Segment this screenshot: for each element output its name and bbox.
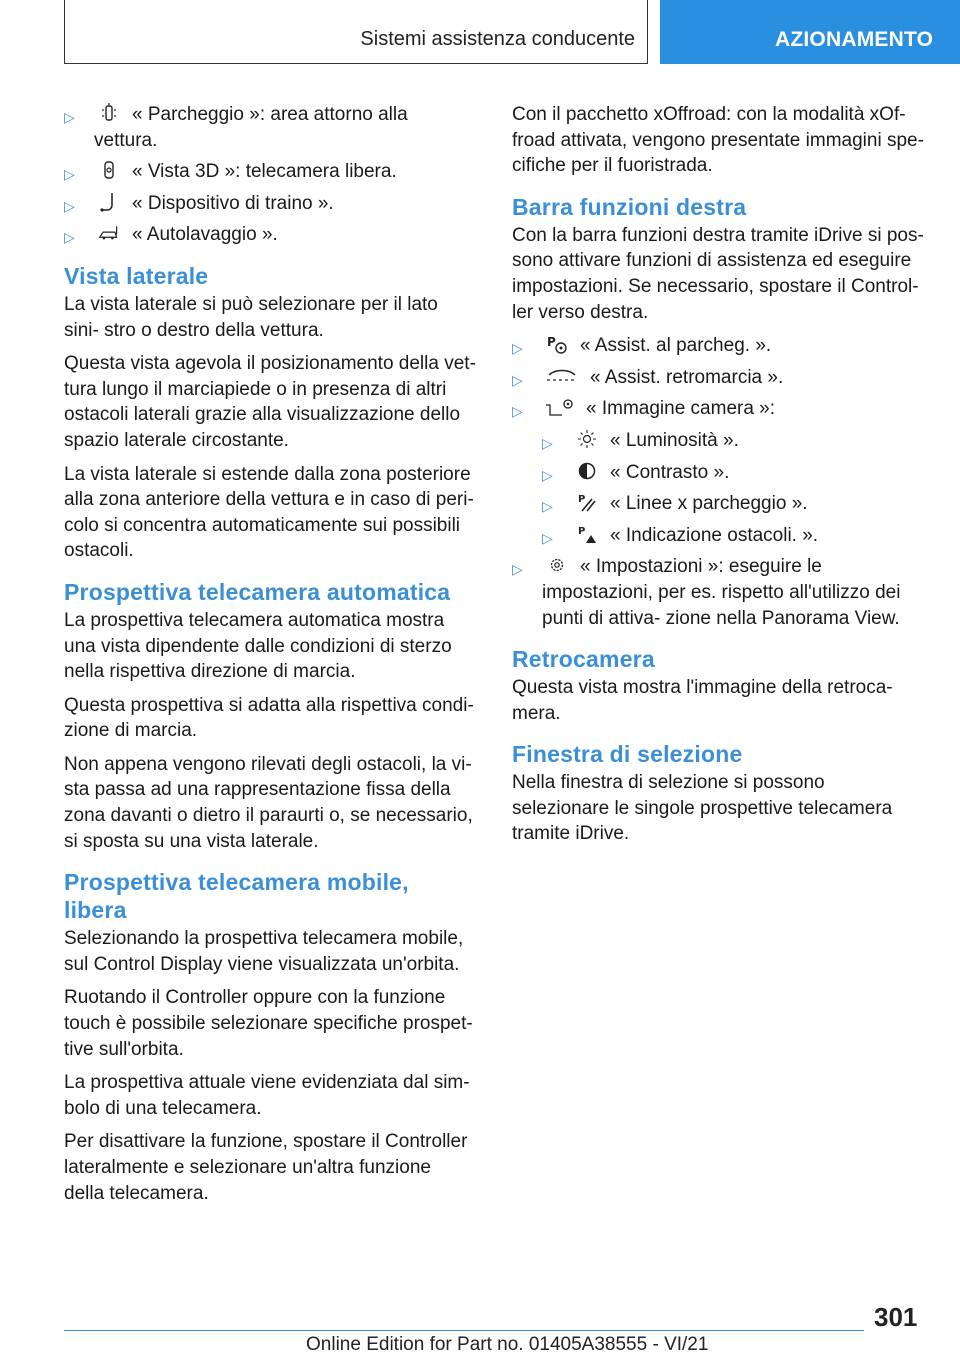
list-item <box>542 460 924 486</box>
parking-lines-icon <box>572 492 602 512</box>
obstacle-marking-icon <box>572 524 602 544</box>
list-item-text: « Impostazioni »: eseguire le impostazioni, per es. rispetto all'utilizzo dei punti di attiva- zione nella Panorama View. <box>542 556 901 629</box>
list-item-text: « Parcheggio »: area attorno alla vettura. <box>94 104 408 151</box>
list-item-text: « Immagine camera »: <box>586 398 776 420</box>
header-chapter-title: AZIONAMENTO <box>775 28 934 51</box>
paragraph: Non appena vengono rilevati degli ostacoli, la vi- sta passa ad una rappresentazione fissa della zona davanti o dietro il paraurti o, se necessario, si sposta su una vista laterale. <box>64 753 473 852</box>
list-item <box>64 191 476 217</box>
list-item-text: « Autolavaggio ». <box>132 224 278 246</box>
paragraph: Questa vista mostra l'immagine della retroca- mera. <box>512 677 893 724</box>
section-heading: Finestra di selezione <box>512 741 743 768</box>
paragraph: Selezionando la prospettiva telecamera mobile, sul Control Display viene visualizzata un'orbita. <box>64 928 464 975</box>
list-item <box>512 554 924 631</box>
section-heading: Barra funzioni destra <box>512 193 747 220</box>
svg-text:P: P <box>578 525 586 537</box>
brightness-icon <box>572 429 602 449</box>
footer-divider <box>64 1330 864 1331</box>
edition-note: Online Edition for Part no. 01405A38555 - VI/21 <box>306 1334 709 1355</box>
bullet-triangle-icon: ▷ <box>512 403 523 420</box>
paragraph: Nella finestra di selezione si possono selezionare le singole prospettive telecamera tramite iDrive. <box>512 772 893 845</box>
bullet-triangle-icon: ▷ <box>512 340 523 357</box>
list-item <box>64 102 476 153</box>
right-column <box>512 102 924 855</box>
left-column <box>64 102 476 1214</box>
header-chapter-tab <box>660 0 960 64</box>
paragraph: Ruotando il Controller oppure con la funzione touch è possibile selezionare specifiche prospet- tive sull'orbita. <box>64 987 473 1060</box>
list-item-text: « Vista 3D »: telecamera libera. <box>132 161 397 183</box>
header-section-title: Sistemi assistenza conducente <box>360 28 635 50</box>
list-item-text: « Contrasto ». <box>610 461 730 483</box>
paragraph: Per disattivare la funzione, spostare il Controller lateralmente e selezionare un'altra funzione della telecamera. <box>64 1131 468 1204</box>
list-item-text: « Indicazione ostacoli. ». <box>610 524 819 546</box>
bullet-triangle-icon: ▷ <box>542 529 553 546</box>
car-wash-icon <box>94 223 124 243</box>
list-item-text: « Luminosità ». <box>610 429 739 451</box>
bullet-triangle-icon: ▷ <box>64 229 75 246</box>
contrast-icon <box>572 461 602 481</box>
bullet-triangle-icon: ▷ <box>512 371 523 388</box>
bullet-triangle-icon: ▷ <box>542 434 553 451</box>
parking-sensor-icon <box>94 103 124 123</box>
list-item <box>64 159 476 185</box>
list-item <box>542 491 924 517</box>
header-section-box <box>64 0 648 64</box>
section-heading: Vista laterale <box>64 262 209 289</box>
camera-settings-icon <box>542 397 578 417</box>
list-item <box>542 523 924 549</box>
reversing-assist-icon <box>542 366 582 386</box>
bullet-triangle-icon: ▷ <box>542 498 553 515</box>
section-heading: Prospettiva telecamera automatica <box>64 578 451 605</box>
list-item-text: « Assist. al parcheg. ». <box>580 335 772 357</box>
bullet-triangle-icon: ▷ <box>542 466 553 483</box>
3d-view-icon <box>94 160 124 180</box>
list-item <box>542 428 924 454</box>
svg-text:P: P <box>578 494 586 506</box>
section-heading: Prospettiva telecamera mobile, libera <box>64 869 409 924</box>
trailer-hitch-icon <box>94 192 124 212</box>
list-item <box>512 365 924 391</box>
paragraph: Questa prospettiva si adatta alla rispettiva condi- zione di marcia. <box>64 694 474 742</box>
list-item <box>64 222 476 248</box>
list-item <box>512 396 924 422</box>
list-item-text: « Assist. retromarcia ». <box>590 366 784 388</box>
bullet-triangle-icon: ▷ <box>512 561 523 578</box>
paragraph: Con il pacchetto xOffroad: con la modalità xOf- froad attivata, vengono presentate immagini spe- cifiche per il fuoristrada. <box>512 104 924 177</box>
paragraph: Questa vista agevola il posizionamento della vet- tura lungo il marciapiede o in presenza di altri ostacoli laterali grazie alla visualizzazione dello spazio laterale circostante. <box>64 353 476 451</box>
paragraph: La vista laterale si può selezionare per il lato sini- stro o destro della vettura. <box>64 293 438 341</box>
paragraph: La prospettiva attuale viene evidenziata dal sim- bolo di una telecamera. <box>64 1072 470 1119</box>
page-number: 301 <box>874 1302 918 1332</box>
paragraph: Con la barra funzioni destra tramite iDrive si pos- sono attivare funzioni di assistenza ed eseguire impostazioni. Se necessario, spostare il Control- ler verso destra. <box>512 224 924 323</box>
paragraph: La prospettiva telecamera automatica mostra una vista dipendente dalle condizioni di sterzo nella rispettiva direzione di marcia. <box>64 609 452 683</box>
bullet-triangle-icon: ▷ <box>64 109 75 125</box>
list-item-text: « Dispositivo di traino ». <box>132 192 334 214</box>
list-item-text: « Linee x parcheggio ». <box>610 493 808 515</box>
park-assist-icon <box>542 334 572 354</box>
bullet-triangle-icon: ▷ <box>64 166 75 183</box>
list-item <box>512 333 924 359</box>
svg-text:P: P <box>547 335 556 350</box>
gear-icon <box>542 555 572 575</box>
bullet-triangle-icon: ▷ <box>64 197 75 214</box>
paragraph: La vista laterale si estende dalla zona posteriore alla zona anteriore della vettura e in caso di peri- colo si concentra automaticamente sui possibili ostacoli. <box>64 463 474 562</box>
section-heading: Retrocamera <box>512 646 655 673</box>
